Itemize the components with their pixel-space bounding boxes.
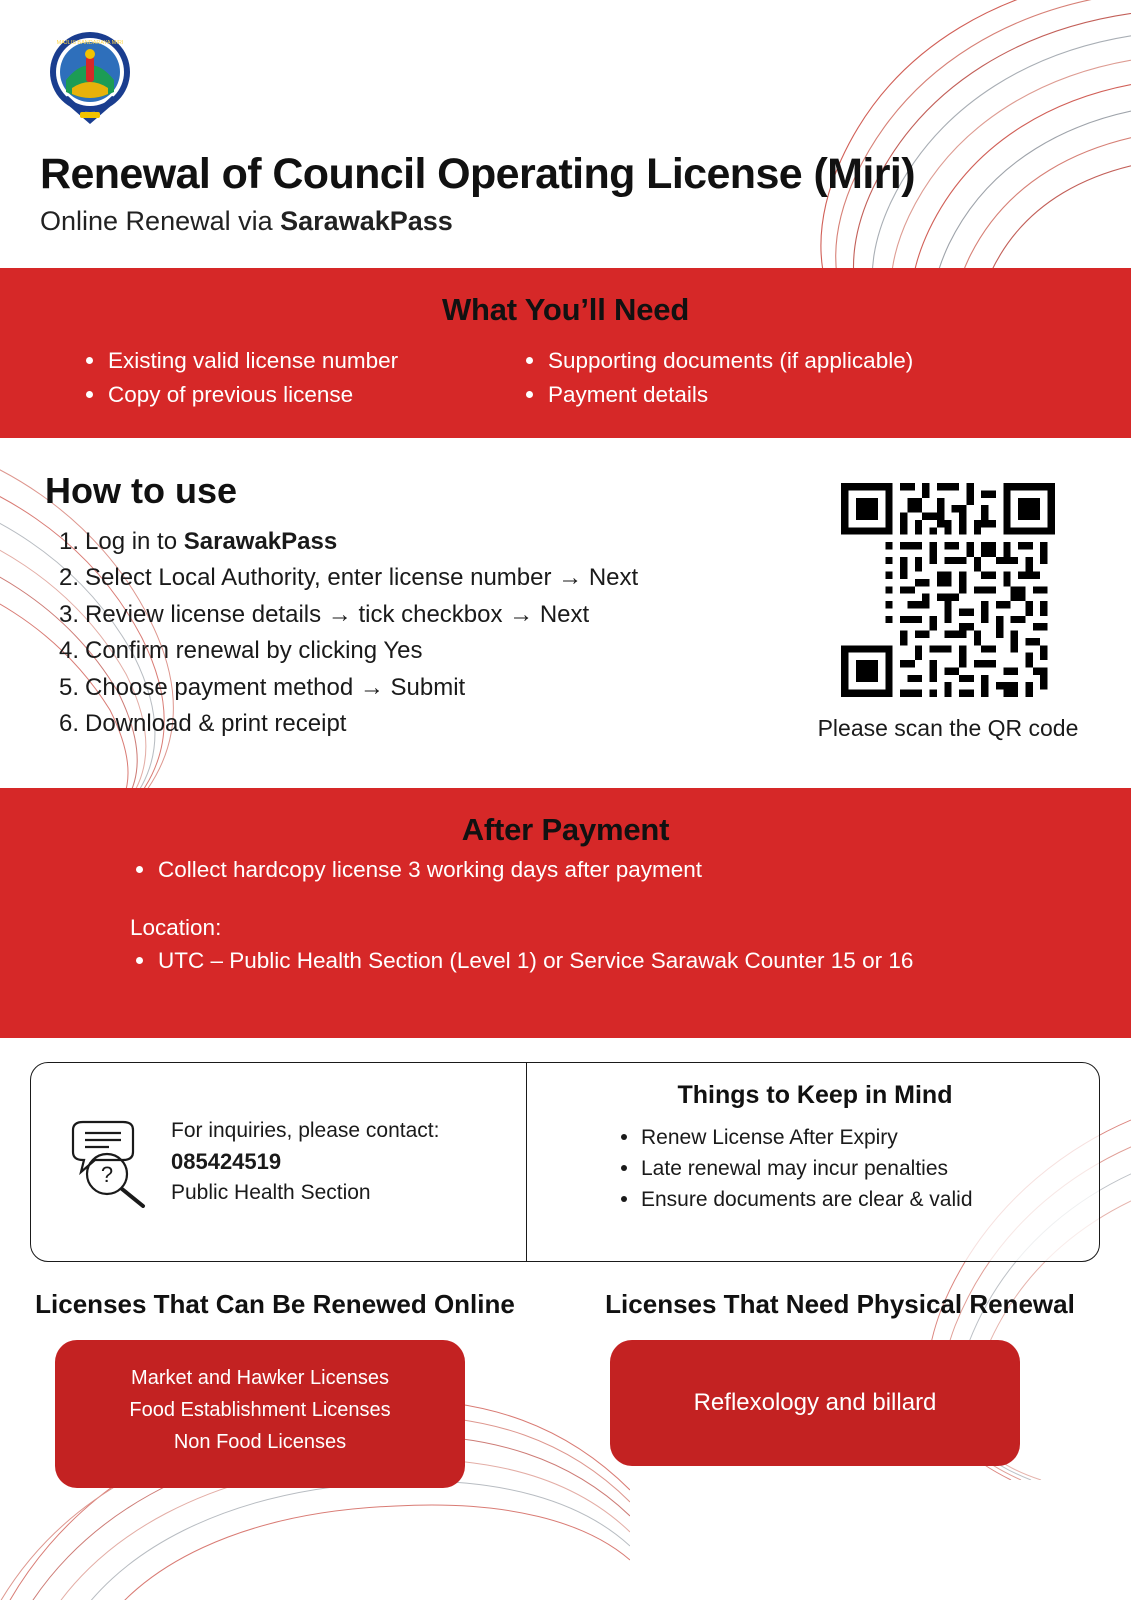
majlis-bandaraya-miri-crest-icon [42,28,138,128]
licenses-online-card [55,1340,465,1488]
after-payment-list [130,854,1071,887]
contact-line-1: For inquiries, please contact: [171,1118,440,1142]
keep-in-mind-list [557,1122,1073,1215]
qr-code-block [813,483,1083,742]
list-item: Supporting documents (if applicable) [520,344,1040,378]
info-box [30,1062,1100,1262]
page-title: Renewal of Council Operating License (Miri) [40,150,915,198]
list-item: Non Food Licenses [173,1430,347,1453]
list-item: Existing valid license number [80,344,510,378]
list-item: Collect hardcopy license 3 working days after payment [130,854,1071,887]
list-item: Copy of previous license [80,378,510,412]
step-bold: SarawakPass [183,528,338,555]
contact-department: Public Health Section [171,1180,371,1204]
licenses-online-heading: Licenses That Can Be Renewed Online [35,1289,515,1319]
svg-text:MAJLIS BANDARAYA MIRI: MAJLIS BANDARAYA MIRI [56,40,124,46]
svg-text:?: ? [100,1162,114,1187]
list-item: Choose payment method → Submit [85,673,466,701]
poster-header [40,152,1090,237]
list-item: Review license details → tick checkbox → Next [85,600,590,628]
what-you-need-list-right [520,344,1040,412]
licenses-online-block [25,1288,525,1488]
qr-code-icon[interactable] [841,483,1055,697]
how-to-use-heading: How to use [45,470,238,511]
licenses-physical-card [610,1340,1020,1466]
list-item: Download & print receipt [85,710,347,738]
list-item: Reflexology and billard [693,1388,937,1416]
what-you-need-list-left [80,344,510,412]
licenses-physical-block [590,1288,1090,1466]
list-item: Payment details [520,378,1040,412]
list-item: Confirm renewal by clicking Yes [85,637,423,665]
subtitle-prefix: Online Renewal via [40,206,281,237]
licenses-physical-heading: Licenses That Need Physical Renewal [605,1289,1075,1319]
qr-caption: Please scan the QR code [817,715,1079,741]
after-payment-location-list [130,945,1071,978]
list-item: Select Local Authority, enter license number → Next [85,564,639,592]
list-item: Food Establishment Licenses [129,1398,391,1421]
list-item: Ensure documents are clear & valid [617,1184,1073,1215]
after-payment-section [0,788,1131,1038]
contact-block [31,1063,527,1261]
list-item [45,524,785,560]
keep-in-mind-block [527,1063,1099,1261]
list-item: UTC – Public Health Section (Level 1) or Service Sarawak Counter 15 or 16 [130,945,1071,978]
list-item: Market and Hawker Licenses [131,1366,389,1389]
how-to-use-steps [45,524,785,743]
subtitle-brand: SarawakPass [280,206,453,237]
what-you-need-section [0,268,1131,438]
location-label: Location: [130,914,222,940]
what-you-need-heading: What You’ll Need [441,292,690,327]
how-to-use-section [45,470,785,743]
after-payment-heading: After Payment [461,812,670,847]
page-subtitle [40,206,1090,237]
step-text: Log in to [85,528,184,555]
list-item: Late renewal may incur penalties [617,1153,1073,1184]
list-item: Renew License After Expiry [617,1122,1073,1153]
keep-in-mind-heading: Things to Keep in Mind [677,1081,953,1109]
contact-phone[interactable]: 085424519 [171,1149,282,1175]
contact-text [171,1116,439,1209]
inquiry-magnifier-icon [61,1116,153,1208]
